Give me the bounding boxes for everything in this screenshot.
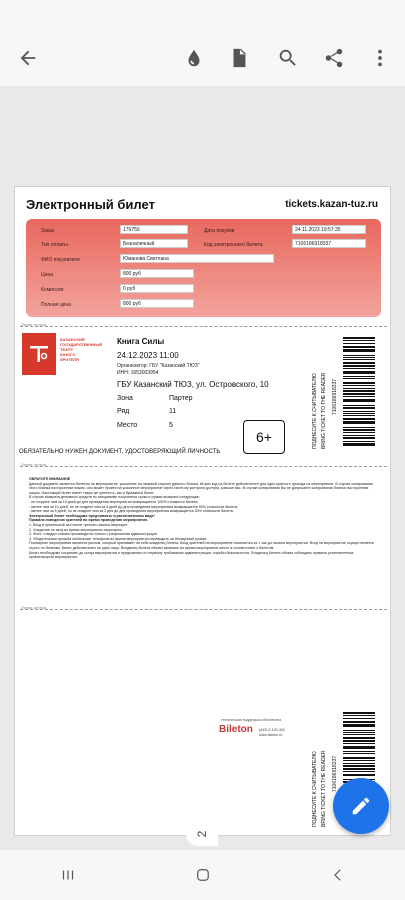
barcode-bar xyxy=(343,399,375,402)
attention-text: Данный документ является билетом на мероприятие, указанное на лицевой стороне данного бланка. Штрих код на билете действителен для одно-кратного прохода на мероприятие. В случае копирования этого бланка посторонним лицом, оно может пройти на указанное мероприятие через систе-му контроля доступа, раньше вас. В случае копирования Вы не допускаете копирования бланка посторонним лицом. Настоящий билет имеет такую же ценность, как и бумажный билет. xyxy=(29,481,373,495)
barcode-bar xyxy=(343,376,375,377)
barcode-bar xyxy=(343,760,375,761)
back-button[interactable] xyxy=(318,855,358,895)
refund-line: - не позднее чем за 10 дней до дня проведения мероприятия возвращается 100% стоимости билета; xyxy=(29,499,199,504)
barcode-bar xyxy=(343,429,375,431)
ticket-title: Электронный билет xyxy=(26,197,155,212)
barcode-bar xyxy=(343,753,375,754)
barcode-bar xyxy=(343,343,375,344)
pdf-viewer-area[interactable] xyxy=(0,86,405,850)
barcode-bar xyxy=(343,421,375,424)
edit-fab-button[interactable] xyxy=(333,778,389,834)
cutline-label-2: Линия отреза xyxy=(21,462,46,467)
barcode-bar xyxy=(343,390,375,392)
more-options-icon[interactable] xyxy=(366,44,394,72)
barcode-bar xyxy=(343,715,375,716)
barcode-bar xyxy=(343,407,375,409)
refund-line: В случае возврата денежных средств по инициативе покупателя сроки и суммы возврата следующие: xyxy=(29,495,200,500)
barcode-bar xyxy=(343,382,375,384)
seat-label: Место xyxy=(117,422,138,429)
barcode-bar xyxy=(343,393,375,395)
barcode-bar xyxy=(343,378,375,379)
home-icon xyxy=(194,866,212,884)
barcode-bar xyxy=(343,371,375,374)
barcode-bar xyxy=(343,724,375,727)
barcode-bar xyxy=(343,340,375,341)
document-notice: ОБЯЗАТЕЛЬНО НУЖЕН ДОКУМЕНТ, УДОСТОВЕРЯЮЩИЙ ЛИЧНОСТЬ xyxy=(19,449,221,455)
barcode-bar xyxy=(343,349,375,352)
barcode-bar xyxy=(343,443,375,446)
refund-line: - менее чем за 10 дней, но не позднее чем за 5 дней до дня проведения мероприятия возвращается 50% стоимости билета; xyxy=(29,504,238,509)
reader-text-ru: ПОДНЕСИТЕ К СЧИТЫВАТЕЛЮ xyxy=(312,373,318,449)
reader-text-ru-2: ПОДНЕСИТЕ К СЧИТЫВАТЕЛЮ xyxy=(312,751,318,827)
back-arrow-icon[interactable] xyxy=(14,44,42,72)
cutline-label: Линия отреза xyxy=(21,322,46,327)
bileton-contacts xyxy=(259,728,285,738)
purchase-date-label: Дата покупки xyxy=(204,228,235,234)
behaviour-line: 4. Убедительная просьба мобильные телефоны во время мероприятия переводить на беззвучный режим. xyxy=(29,536,207,541)
payment-type-value: Безналичный xyxy=(120,239,188,248)
barcode-bar xyxy=(343,774,375,777)
pdf-toolbar xyxy=(0,30,405,86)
barcode-bar xyxy=(343,721,375,723)
barcode-bar xyxy=(343,362,375,364)
barcode-bar xyxy=(343,746,375,749)
barcode-bar xyxy=(343,396,375,397)
behaviour-line: Посещение мероприятия является риском, который принимает на себя владелец билета. Вход зрителей на мероприятие начинается за 1 час до начала мероприятия. Вход на мероприятие осуществляется строго по билетам. Билет действителен на одно лицо. Владелец билета обязан занимать во время мероприятия место в соответствии с билетом. xyxy=(29,541,374,550)
purchase-date-value: 24.11.2023 19:57:35 xyxy=(292,225,366,234)
theatre-logo-icon xyxy=(22,333,56,375)
buyer-value: Юманова Светлана xyxy=(120,254,274,263)
zone-value: Партер xyxy=(169,395,193,402)
barcode-bar xyxy=(343,405,375,406)
barcode-bar xyxy=(343,337,375,339)
barcode-bar xyxy=(343,732,375,733)
barcode-bar xyxy=(343,765,375,767)
ticket-rules xyxy=(29,477,375,560)
zone-label: Зона xyxy=(117,395,133,402)
share-icon[interactable] xyxy=(320,44,348,72)
barcode-bar xyxy=(343,730,375,731)
home-button[interactable] xyxy=(183,855,223,895)
status-bar xyxy=(0,0,405,30)
barcode-bar xyxy=(343,757,375,759)
price-value: 800 руб xyxy=(120,269,194,278)
back-chevron-icon xyxy=(329,866,347,884)
behaviour-line: 3. Фото- и видео съемка производится только с разрешения администрации. xyxy=(29,532,158,537)
event-inn: ИНН: 1653003954 xyxy=(117,370,159,376)
barcode-bar xyxy=(343,346,375,348)
theatre-logo xyxy=(22,333,104,379)
pencil-icon xyxy=(350,795,372,817)
cutline-3 xyxy=(20,609,387,610)
barcode-bar xyxy=(343,411,375,412)
bileton-phone: (843) 5-100-400 xyxy=(259,728,285,732)
barcode-bar xyxy=(343,355,375,356)
barcode-bar xyxy=(343,740,375,742)
barcode-bar xyxy=(343,427,375,428)
event-datetime: 24.12.2023 11:00 xyxy=(117,351,179,360)
event-venue: ГБУ Казанский ТЮЗ, ул. Островского, 10 xyxy=(117,380,269,389)
page-indicator[interactable]: 2 xyxy=(186,822,218,846)
commission-label: Комиссия xyxy=(41,287,64,293)
bileton-logo: Bileton xyxy=(219,724,253,735)
ticket-code-label: Код электронного билета xyxy=(204,242,263,248)
system-navbar xyxy=(0,850,405,900)
barcode-bar xyxy=(343,743,375,744)
ticket-site: tickets.kazan-tuz.ru xyxy=(285,199,378,210)
buyer-label: ФИО покупателя xyxy=(41,257,80,263)
barcode-bar xyxy=(343,357,375,358)
barcode-bar xyxy=(343,415,375,416)
refund-line: - менее чем за 5 дней, но не позднее чем за 3 дня до дня проведения мероприятия возвращается 30% стоимости билета. xyxy=(29,509,234,514)
payment-type-label: Тип оплаты xyxy=(41,242,68,248)
ticket-info-box xyxy=(26,219,381,317)
order-label: Заказ xyxy=(41,228,55,234)
barcode-bar xyxy=(343,365,375,367)
row-label: Ряд xyxy=(117,408,130,415)
pdf-page xyxy=(14,186,391,836)
cutline-2 xyxy=(20,466,387,467)
attention-title: ОБРАТИТЕ ВНИМАНИЕ xyxy=(29,477,71,481)
search-icon[interactable] xyxy=(274,44,302,72)
ink-drop-icon[interactable] xyxy=(180,44,208,72)
behaviour-title: Правила поведения зрителей во время проведения мероприятия. xyxy=(29,518,148,523)
price-label: Цена xyxy=(41,272,54,278)
barcode-bar xyxy=(343,368,375,369)
recent-apps-icon xyxy=(59,866,77,884)
age-rating-badge: 6+ xyxy=(243,420,285,454)
barcode-bar xyxy=(343,388,375,389)
barcode-bar xyxy=(343,712,375,714)
behaviour-line: 2. Хождение по залу во время мероприятия запрещено. xyxy=(29,527,123,532)
barcode-bar xyxy=(343,751,375,752)
barcode-bar xyxy=(343,385,375,386)
barcode-number-2: 7106186918337 xyxy=(332,755,338,792)
barcode-bar xyxy=(343,737,375,739)
order-value: 176759 xyxy=(120,225,188,234)
behaviour-line: 1. Вход в зрительный зал после третьего звонка запрещен. xyxy=(29,522,129,527)
barcode-bar xyxy=(343,418,375,420)
barcode-number: 7106186918337 xyxy=(332,378,338,415)
barcode-bar xyxy=(343,441,375,442)
total-label: Полная цена xyxy=(41,302,71,308)
present-title: Электронный билет необходимо предъявлять в распечатанном виде! xyxy=(29,513,155,518)
barcode-bar xyxy=(343,763,375,764)
barcode-bar xyxy=(343,771,375,772)
cutline-label-3: Линия отреза xyxy=(21,605,46,610)
document-icon[interactable] xyxy=(225,44,253,72)
cutline xyxy=(20,326,387,327)
barcode xyxy=(343,337,375,449)
ticket-code-value: 7106186918337 xyxy=(292,239,366,248)
reader-text-en-2: BRING TICKET TO THE READER xyxy=(321,750,327,827)
barcode-bar xyxy=(343,432,375,433)
barcode-bar xyxy=(343,435,375,436)
event-organizer: Организатор: ГБУ "Казанский ТЮЗ" xyxy=(117,363,200,369)
recent-apps-button[interactable] xyxy=(48,855,88,895)
support-label: техническая поддержка обеспечена xyxy=(221,718,282,722)
barcode-bar xyxy=(343,768,375,770)
commission-value: 0 руб xyxy=(120,284,194,293)
event-title: Книга Силы xyxy=(117,337,165,346)
row-value: 11 xyxy=(169,408,177,415)
barcode-bar xyxy=(343,413,375,414)
bileton-url: www.bileton.ru xyxy=(259,733,283,737)
barcode-bar xyxy=(343,359,375,360)
theatre-logo-text: КАЗАНСКИЙ ГОСУДАРСТВЕННЫЙ ТЕАТР ЮНОГО ЗРИТЕЛЯ xyxy=(60,337,103,362)
barcode-bar xyxy=(343,734,375,735)
seat-value: 5 xyxy=(169,422,173,429)
barcode-bar xyxy=(343,437,375,439)
total-value: 800 руб xyxy=(120,299,194,308)
behaviour-line: Билет необходимо сохранять до конца мероприятия и предъявлять по первому требованию администрации, службы безопасности. Владелец билета обязан соблюдать правила установленные организатором мероприятия. xyxy=(29,550,354,560)
reader-text-en: BRING TICKET TO THE READER xyxy=(321,372,327,449)
barcode-bar xyxy=(343,718,375,719)
